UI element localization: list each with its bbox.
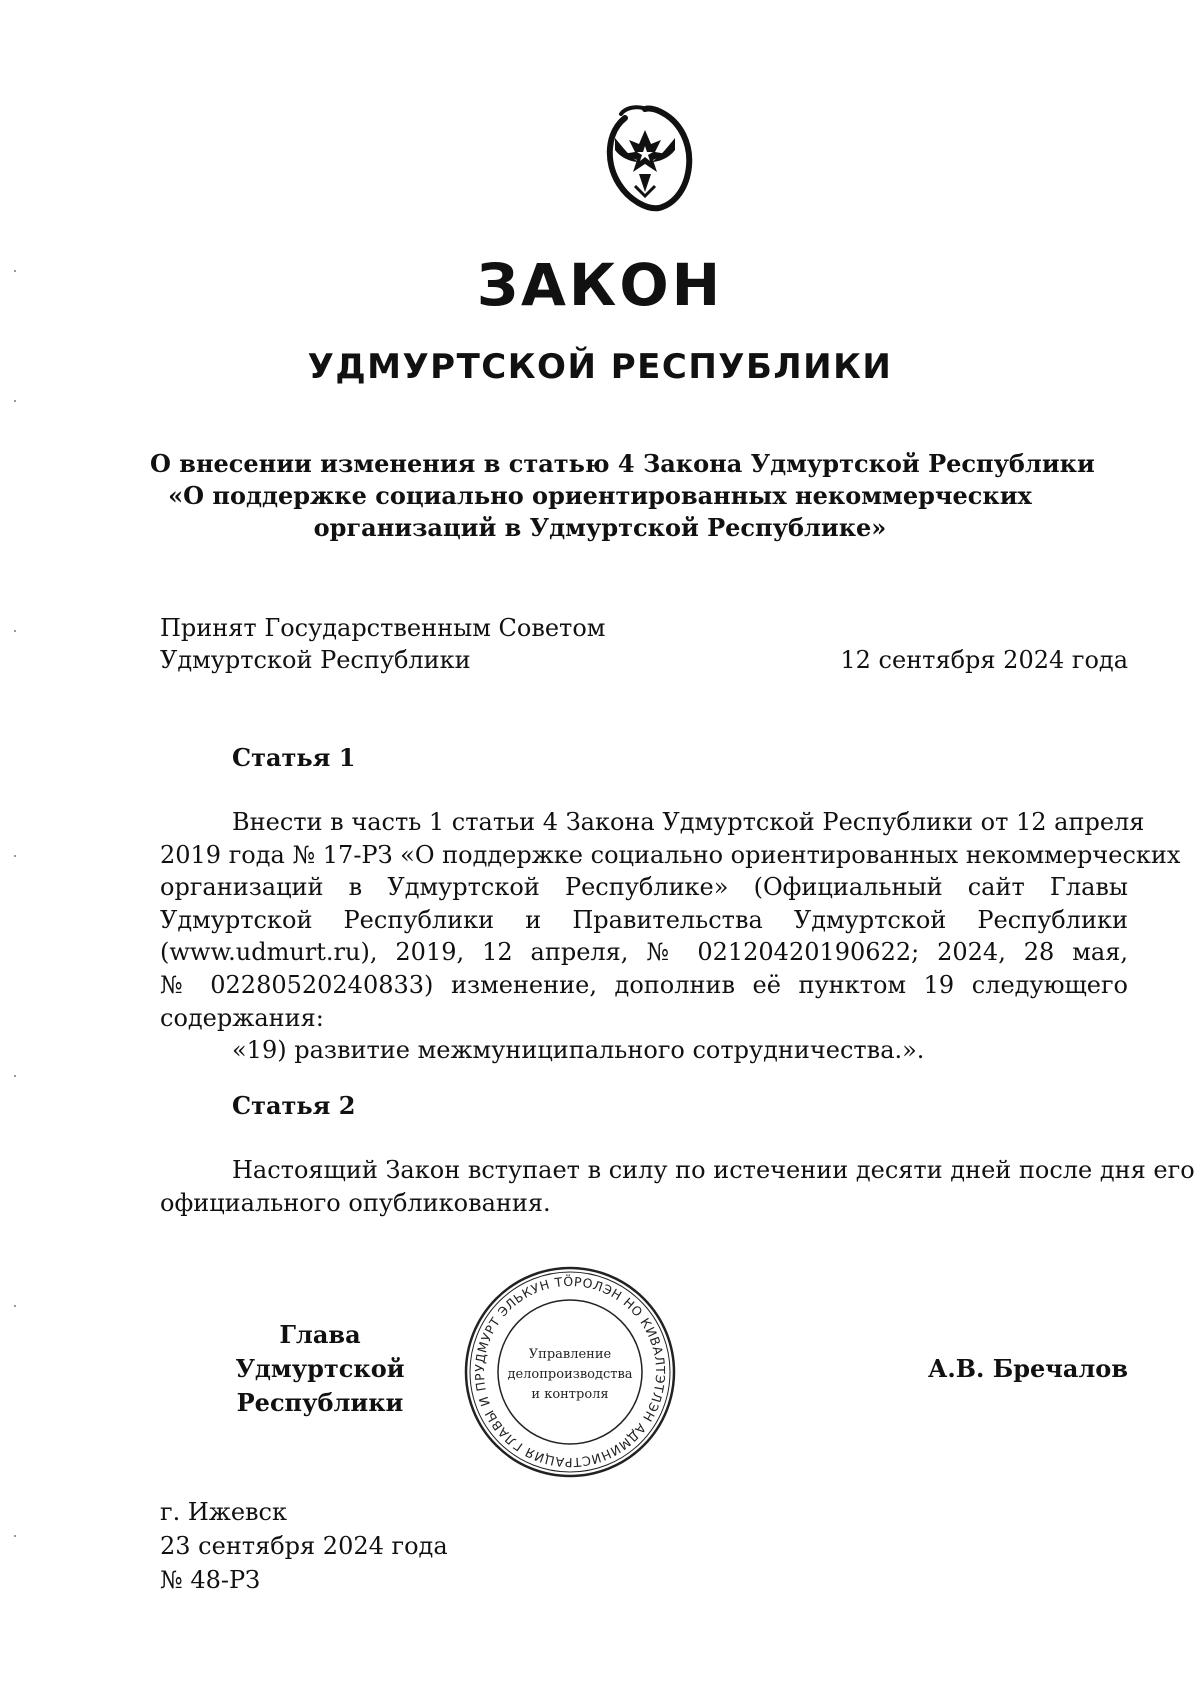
seal-center-line: Управление (528, 1347, 612, 1362)
scan-mark (14, 400, 16, 402)
paragraph-line: Настоящий Закон вступает в силу по истечении десяти дней после дня его (232, 1156, 1195, 1184)
scan-mark (14, 1075, 16, 1077)
document-footer (160, 1495, 448, 1597)
paragraph-line: организаций в Удмуртской Республике» (Официальный сайт Главы (160, 873, 1128, 902)
scan-mark (14, 855, 16, 857)
adoption-date: 12 сентября 2024 года (840, 646, 1128, 674)
scan-mark (14, 1305, 16, 1307)
adoption-statement (160, 612, 605, 676)
position-line: Удмуртской Республики (235, 1354, 405, 1417)
law-name-line: организаций в Удмуртской Республике» (313, 513, 887, 542)
adoption-line: Принят Государственным Советом (160, 614, 606, 642)
article-1-heading: Статья 1 (232, 743, 356, 772)
signatory-position (160, 1318, 480, 1420)
seal-center-line: и контроля (531, 1387, 609, 1402)
document-title: ЗАКОН (476, 251, 724, 319)
paragraph-line: (www.udmurt.ru), 2019, 12 апреля, № 02120420190622; 2024, 28 мая, (160, 938, 1128, 967)
law-name-line: «О поддержке социально ориентированных некоммерческих (168, 481, 1032, 510)
law-name (150, 448, 1095, 544)
seal-center-line: делопроизводства (507, 1367, 633, 1382)
paragraph-line: Внести в часть 1 статьи 4 Закона Удмуртской Республики от 12 апреля (232, 808, 1145, 836)
article-2-text (160, 1154, 1195, 1219)
scan-mark (14, 1535, 16, 1537)
seal-ring-text: УДМУРТ ЭЛЬКУН ТӦРОЛЭН НО КИВАЛТЭТЛЭН АДМИНИСТРАЦИЯ ГЛАВЫ И ПР (471, 1273, 669, 1471)
paragraph-line: № 02280520240833) изменение, дополнив её пунктом 19 следующего (160, 970, 1128, 999)
official-seal-icon (460, 1262, 680, 1482)
article-2-heading: Статья 2 (232, 1091, 356, 1120)
law-number: № 48-РЗ (160, 1566, 261, 1594)
paragraph-line: официального опубликования. (160, 1188, 551, 1217)
article-1-text (160, 806, 1181, 1067)
signing-date: 23 сентября 2024 года (160, 1532, 448, 1560)
law-name-line: О внесении изменения в статью 4 Закона Удмуртской Республики (150, 449, 1095, 478)
city: г. Ижевск (160, 1498, 287, 1526)
document-subtitle: УДМУРТСКОЙ РЕСПУБЛИКИ (307, 347, 893, 387)
quoted-item: «19) развитие межмуниципального сотрудничества.». (232, 1036, 925, 1065)
signatory-name: А.В. Бречалов (927, 1354, 1128, 1383)
adoption-line: Удмуртской Республики (160, 646, 471, 674)
scan-mark (14, 630, 16, 632)
paragraph-line: 2019 года № 17-РЗ «О поддержке социально ориентированных некоммерческих (160, 840, 1181, 869)
paragraph-line: Удмуртской Республики и Правительства Удмуртской Республики (160, 905, 1128, 934)
position-line: Глава (279, 1320, 361, 1349)
paragraph-line: содержания: (160, 1003, 324, 1032)
coat-of-arms-icon (595, 100, 695, 220)
